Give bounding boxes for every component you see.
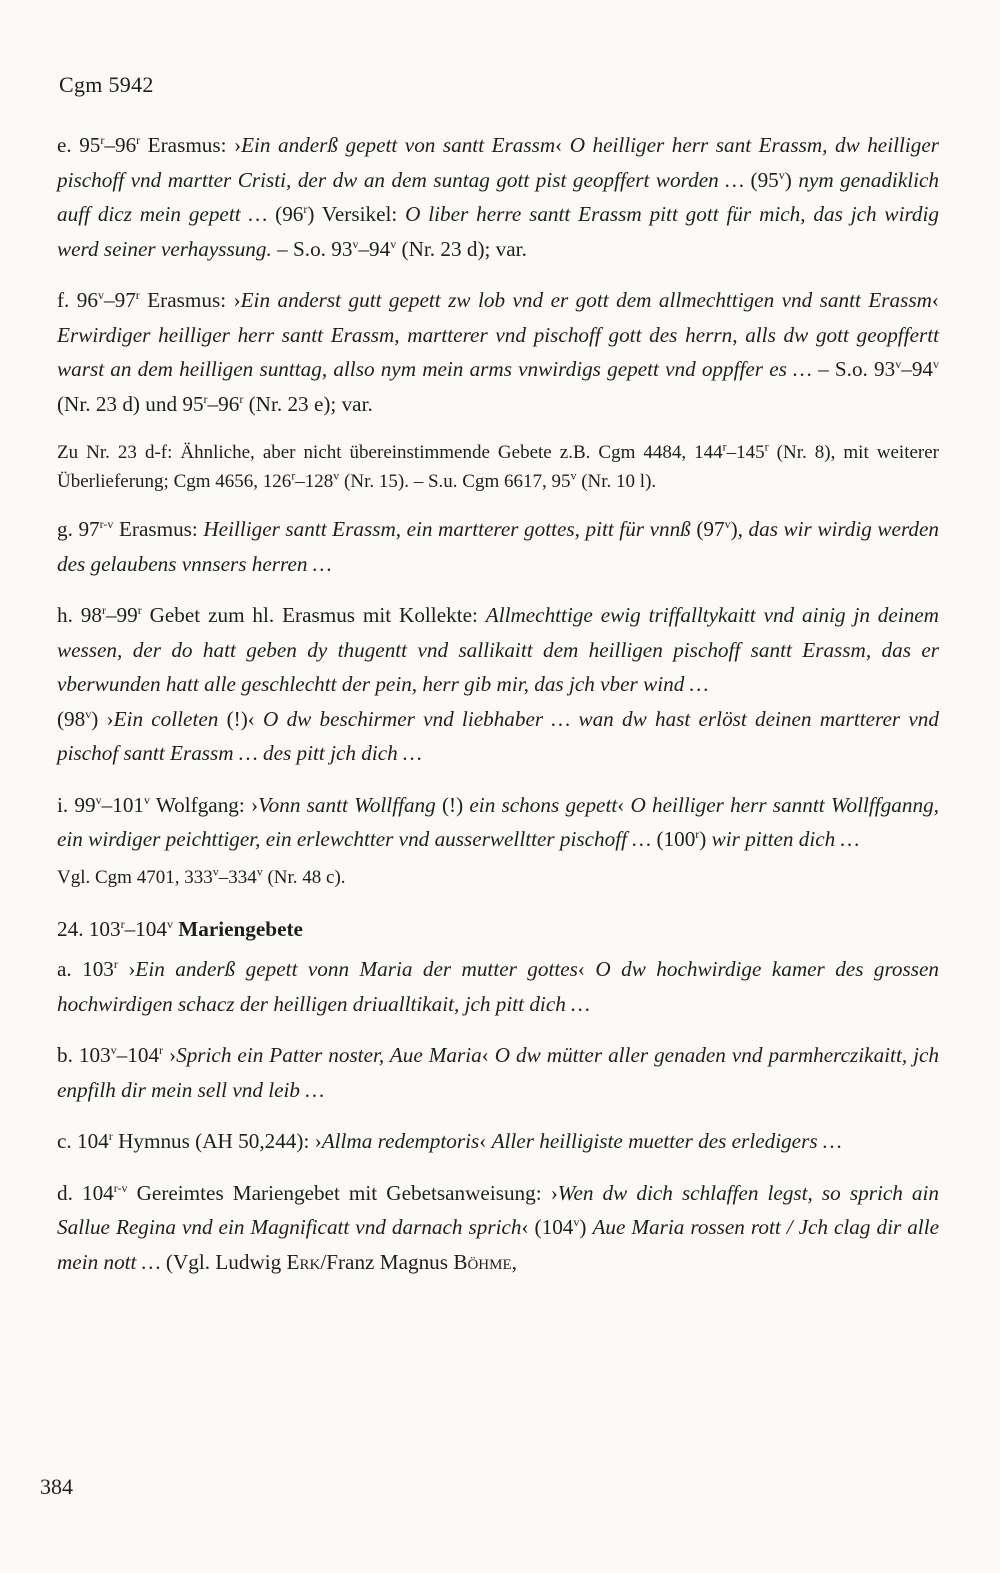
entry-label: d. 104 xyxy=(57,1180,114,1205)
folio-ref: ) › xyxy=(91,706,114,731)
incipit-text: O heilliger herr sant Erassm, dw heilliger pischoff vnd martter Cristi, der dw an dem suntag gott pist geopffert worden … xyxy=(57,133,939,192)
incipit-text: Allmechttige ewig triffalltykaitt vnd ainig jn deinem wessen, der do hatt geben dy thugentt vnd sallikaitt dem heilligen pischoff santt Erassm, das er vberwunden hatt alle geschlechtt der pein, herr gib mir, das jch vber wind … xyxy=(57,603,939,696)
rubric-text: Sprich ein Patter noster, Aue Maria xyxy=(176,1043,482,1067)
note-text: (Nr. 15). – S.u. Cgm 6617, 95 xyxy=(339,471,571,492)
sic-mark: (!) xyxy=(435,792,470,817)
running-title: Cgm 5942 xyxy=(59,72,154,97)
section-title: Mariengebete xyxy=(172,916,303,941)
folio-ref: (95 xyxy=(744,167,779,192)
folio-ref: ) xyxy=(579,1215,593,1239)
section-heading-24 xyxy=(57,912,939,947)
subject-label: Erasmus: xyxy=(113,517,204,541)
entry-label: f. 96 xyxy=(57,288,98,312)
cross-ref: – S.o. 93 xyxy=(811,357,896,381)
entry-b xyxy=(57,1038,939,1107)
author-name: Erk xyxy=(286,1249,321,1274)
folio-sup: v xyxy=(85,706,92,721)
rubric-text: ein schons gepett xyxy=(469,792,618,817)
folio-sup: r xyxy=(113,956,118,971)
folio-sup: r xyxy=(108,1128,113,1143)
entry-label: c. 104 xyxy=(57,1129,109,1153)
folio-range: –97 xyxy=(104,288,136,312)
guillemet: ‹ xyxy=(481,1043,495,1067)
folio-sup: v xyxy=(570,468,577,483)
entry-a xyxy=(57,952,939,1021)
folio-sup: r-v xyxy=(99,516,114,531)
folio-sup: r xyxy=(135,287,140,302)
guillemet: › xyxy=(117,957,136,981)
entry-e xyxy=(57,128,939,266)
rubric-text: Allma redemptoris xyxy=(321,1129,480,1153)
incipit-text: Aue Maria rossen rott / Jch clag dir alle mein nott … xyxy=(57,1215,939,1274)
folio-sup: r xyxy=(764,439,769,454)
subject-label: Wolfgang: › xyxy=(150,792,259,817)
guillemet: ‹ xyxy=(577,957,596,981)
folio-sup: v xyxy=(98,287,104,302)
folio-ref: ) xyxy=(699,827,712,851)
incipit-text: O dw mütter aller genaden vnd parmherczikaitt, jch enpfilh dir mein sell vnd leib … xyxy=(57,1043,940,1102)
rubric-text: Ein colleten xyxy=(113,706,219,731)
folio-sup: v xyxy=(895,356,902,371)
folio-ref: (98 xyxy=(57,706,86,731)
cross-ref: (Nr. 23 e); var. xyxy=(243,391,373,416)
folio-range: –101 xyxy=(101,792,144,817)
subject-label: Erasmus: › xyxy=(139,288,241,312)
entry-label: b. 103 xyxy=(57,1043,111,1067)
folio-sup: v xyxy=(166,916,173,931)
entry-g xyxy=(57,512,939,581)
folio-sup: v xyxy=(724,516,731,531)
folio-sup: r xyxy=(291,468,296,483)
entry-h xyxy=(57,598,939,771)
note-text: –145 xyxy=(726,442,765,463)
cross-ref: –94 xyxy=(358,236,391,261)
folio-ref: ) xyxy=(784,167,799,192)
folio-ref: ) Versikel: xyxy=(307,202,406,226)
folio-sup: v xyxy=(933,356,939,371)
incipit-text: Heilliger santt Erassm, ein martterer gottes, pitt für vnnß xyxy=(203,517,691,541)
cross-ref: (Nr. 23 d); var. xyxy=(396,236,527,261)
page-number: 384 xyxy=(40,1474,73,1499)
folio-sup: r xyxy=(239,391,244,406)
folio-ref: ), xyxy=(730,517,749,541)
sic-mark: (!)‹ xyxy=(218,706,264,731)
folio-ref: (104 xyxy=(534,1215,574,1239)
scholarly-note xyxy=(57,438,939,496)
guillemet: ‹ xyxy=(521,1215,535,1239)
incipit-text: Erwirdiger heilliger herr santt Erassm, martterer vnd pischoff gott des herrn, alls dw gott geopffertt warst an dem heilligen sunttag, allso nym mein arms vnwirdigs gepett vnd oppffer es … xyxy=(57,322,939,381)
entry-i xyxy=(57,788,939,857)
entry-c xyxy=(57,1124,939,1159)
catalog-body xyxy=(57,128,939,1296)
entry-label: i. 99 xyxy=(57,792,96,817)
note-text: Vgl. Cgm 4701, 333 xyxy=(57,866,213,888)
author-name: Böhme xyxy=(453,1249,512,1274)
folio-ref: (100 xyxy=(651,827,696,851)
entry-label: a. 103 xyxy=(57,957,114,981)
entry-f xyxy=(57,283,939,421)
folio-sup: r xyxy=(136,132,141,147)
guillemet: ‹ xyxy=(617,792,631,817)
folio-range: –99 xyxy=(105,603,138,627)
entry-label: e. 95 xyxy=(57,133,101,157)
note-text: (Nr. 8), mit weiterer Überlieferung; Cgm 4656, 126 xyxy=(57,442,939,492)
folio-sup: v xyxy=(390,236,397,251)
rubric-text: Vonn santt Wollffang xyxy=(258,792,436,817)
folio-sup: r-v xyxy=(113,1180,128,1195)
subject-label: Erasmus: › xyxy=(140,133,242,157)
folio-sup: r xyxy=(695,826,700,841)
incipit-text: O dw hochwirdige kamer des grossen hochwirdigen schacz der heilligen driualltikait, jch pitt dich … xyxy=(57,957,939,1016)
cross-ref: –96 xyxy=(207,391,240,416)
folio-ref: (97 xyxy=(690,517,725,541)
entry-label: g. 97 xyxy=(57,517,100,541)
folio-sup: r xyxy=(100,132,105,147)
rubric-text: Ein anderß gepett von santt Erassm xyxy=(241,133,556,157)
spacer xyxy=(57,777,939,788)
folio-sup: r xyxy=(120,916,125,931)
cross-ref: (Nr. 23 d) und 95 xyxy=(57,391,204,416)
folio-range: –104 xyxy=(116,1043,160,1067)
incipit-text: das wir wirdig werden des gelaubens vnnsers herren … xyxy=(57,517,940,576)
folio-sup: v xyxy=(333,468,340,483)
folio-sup: v xyxy=(256,864,263,879)
cross-ref: – S.o. 93 xyxy=(271,236,353,261)
guillemet: ‹ xyxy=(555,133,570,157)
guillemet: ‹ xyxy=(479,1129,492,1153)
note-text: –128 xyxy=(295,471,334,492)
entry-label: 24. 103 xyxy=(57,916,121,941)
note-text: Zu Nr. 23 d-f: Ähnliche, aber nicht übereinstimmende Gebete z.B. Cgm 4484, 144 xyxy=(57,442,723,463)
note-text: (Nr. 10 l). xyxy=(576,471,657,492)
folio-sup: r xyxy=(101,602,106,617)
citation: , xyxy=(511,1249,517,1274)
versicle-text: O liber herre santt Erassm pitt gott für mich, das jch wirdig werd seiner verhayssung. xyxy=(57,202,939,261)
scholarly-note xyxy=(57,863,939,892)
entry-label: h. 98 xyxy=(57,603,102,627)
note-text: –334 xyxy=(218,866,257,888)
incipit-text: nym genadiklich auff dicz mein gepett … xyxy=(57,167,939,226)
rubric-text: Ein anderß gepett vonn Maria der mutter gottes xyxy=(135,957,578,981)
subject-label: Gereimtes Mariengebet mit Gebetsanweisung: › xyxy=(127,1180,558,1205)
guillemet: ‹ xyxy=(931,288,939,312)
citation: /Franz Magnus xyxy=(320,1249,454,1274)
cross-ref: –94 xyxy=(901,357,933,381)
folio-range: –96 xyxy=(104,133,137,157)
folio-sup: r xyxy=(159,1042,164,1057)
folio-sup: v xyxy=(352,236,359,251)
rubric-text: Wen dw dich schlaffen legst, so sprich ain Sallue Regina vnd ein Magnificatt vnd darnach sprich xyxy=(57,1180,939,1239)
citation: (Vgl. Ludwig xyxy=(160,1249,287,1274)
incipit-text: O heilliger herr sanntt Wollffganng, ein wirdiger peichttiger, ein erlewchtter vnd ausserwelltter pischoff … xyxy=(57,792,939,851)
rubric-text: Ein anderst gutt gepett zw lob vnd er gott dem allmechttigen vnd santt Erassm xyxy=(240,288,932,312)
note-text: (Nr. 48 c). xyxy=(262,866,346,888)
folio-sup: r xyxy=(137,602,142,617)
folio-sup: v xyxy=(778,167,785,182)
folio-sup: v xyxy=(144,792,150,807)
entry-d xyxy=(57,1176,939,1280)
folio-sup: r xyxy=(303,201,308,216)
folio-range: –104 xyxy=(124,916,167,941)
folio-sup: r xyxy=(203,391,208,406)
subject-label: Gebet zum hl. Erasmus mit Kollekte: xyxy=(141,603,486,627)
subject-label: Hymnus (AH 50,244): › xyxy=(112,1129,322,1153)
folio-ref: (96 xyxy=(267,202,304,226)
folio-sup: v xyxy=(212,864,219,879)
folio-sup: v xyxy=(110,1042,117,1057)
folio-sup: v xyxy=(95,792,102,807)
incipit-text: O dw beschirmer vnd liebhaber … wan dw hast erlöst deinen martterer vnd pischof santt Erassm … des pitt jch dich … xyxy=(57,706,939,765)
folio-sup: r xyxy=(722,439,727,454)
folio-sup: v xyxy=(573,1214,580,1229)
guillemet: › xyxy=(163,1043,177,1067)
incipit-text: wir pitten dich … xyxy=(711,827,860,851)
incipit-text: Aller heilligiste muetter des erledigers … xyxy=(491,1129,842,1153)
